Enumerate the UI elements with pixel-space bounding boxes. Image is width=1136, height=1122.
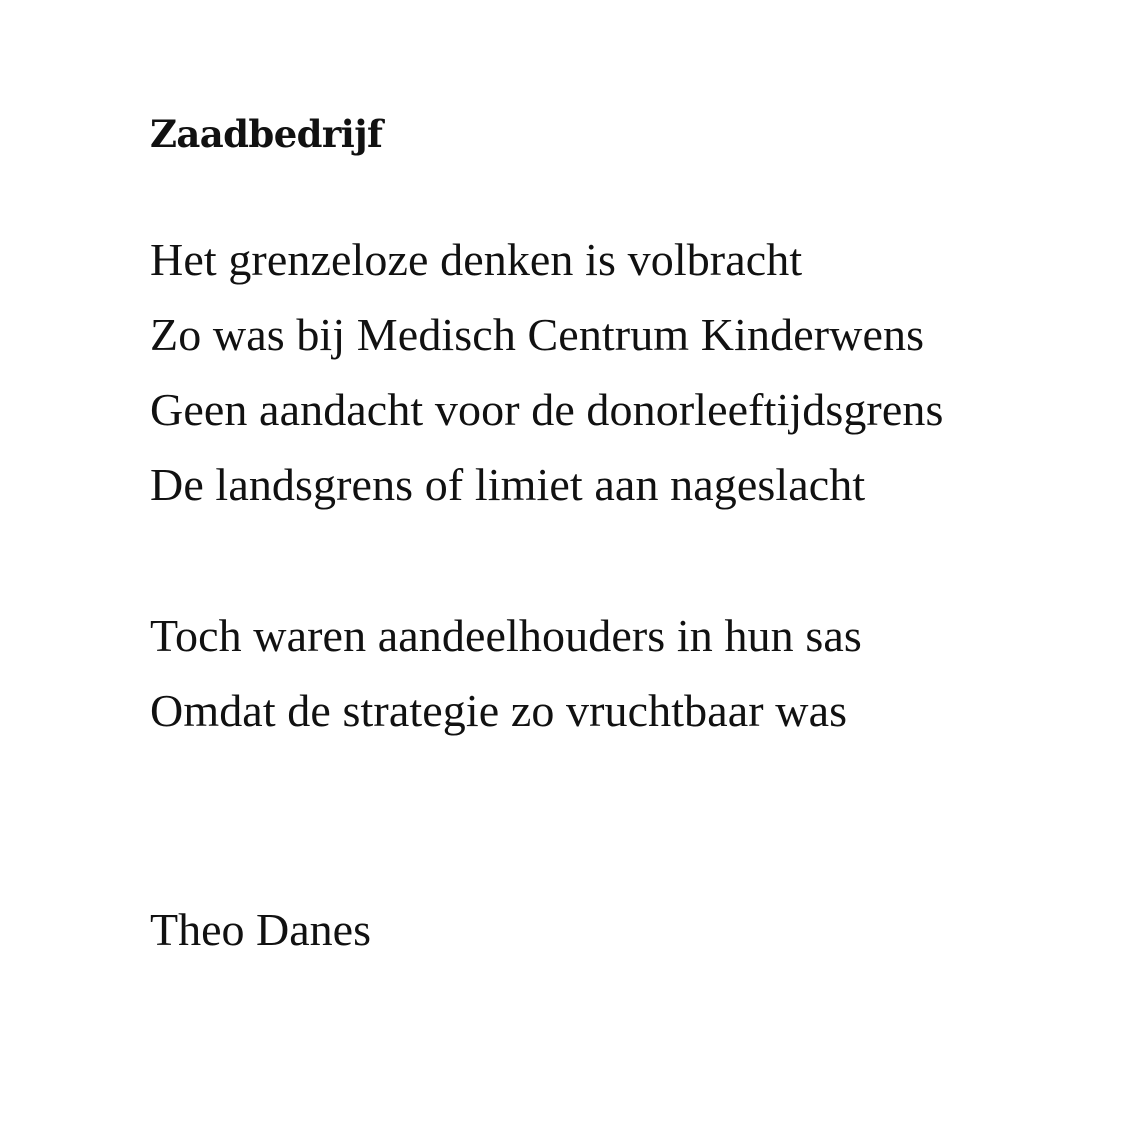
poem-title: Zaadbedrijf bbox=[150, 112, 383, 156]
poem-line: De landsgrens of limiet aan nageslacht bbox=[150, 459, 866, 510]
poem-line: Omdat de strategie zo vruchtbaar was bbox=[150, 685, 848, 736]
poem-line: Geen aandacht voor de donorleeftijdsgrens bbox=[150, 384, 944, 435]
stanza-1 bbox=[150, 222, 943, 522]
poem-line: Het grenzeloze denken is volbracht bbox=[150, 234, 803, 285]
stanza-2 bbox=[150, 598, 862, 748]
poem-author: Theo Danes bbox=[150, 904, 371, 955]
poem-line: Zo was bij Medisch Centrum Kinderwens bbox=[150, 309, 925, 360]
poem-line: Toch waren aandeelhouders in hun sas bbox=[150, 610, 862, 661]
